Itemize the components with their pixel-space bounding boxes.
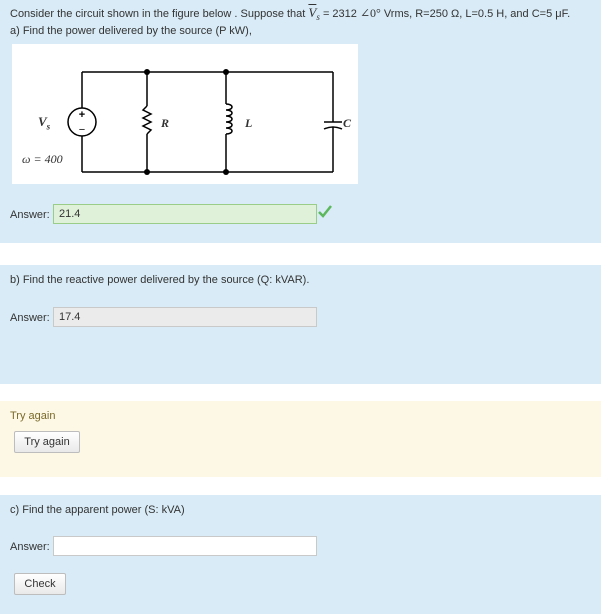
checkmark-icon xyxy=(318,204,332,221)
vs-value: = 2312 xyxy=(322,8,357,20)
feedback-panel xyxy=(0,401,601,477)
check-button[interactable]: Check xyxy=(14,573,66,595)
part-c-answer-field[interactable] xyxy=(53,536,317,556)
resistor-icon xyxy=(143,106,151,134)
part-b-prompt: b) Find the reactive power delivered by the source (Q: kVAR). xyxy=(10,274,310,286)
vs-angle: ∠0° xyxy=(359,6,381,20)
junction-dot xyxy=(223,69,229,75)
feedback-message: Try again xyxy=(10,410,56,422)
circuit-figure xyxy=(12,44,358,184)
circuit-diagram xyxy=(12,44,358,184)
part-b-answer-field[interactable]: 17.4 xyxy=(53,307,317,327)
junction-dot xyxy=(144,69,150,75)
svg-text:−: − xyxy=(78,124,86,136)
junction-dot xyxy=(144,169,150,175)
part-c-answer-label: Answer: xyxy=(10,541,50,553)
source-label: $V_s$ xyxy=(38,114,51,132)
vs-subscript: s xyxy=(316,12,320,23)
svg-text:+: + xyxy=(78,109,86,121)
part-a-answer-field[interactable]: 21.4 xyxy=(53,204,317,224)
resistor-label: R xyxy=(161,116,170,130)
vs-symbol: $\overline{V}$ xyxy=(308,5,317,20)
capacitor-label: C xyxy=(343,116,352,130)
part-b-answer-label: Answer: xyxy=(10,312,50,324)
question-intro xyxy=(10,5,570,22)
inductor-icon xyxy=(226,104,232,134)
omega-label: ω = 400 xyxy=(22,152,63,166)
intro-suffix: Vrms, R=250 Ω, L=0.5 H, and C=5 μF. xyxy=(383,8,571,20)
inductor-label: L xyxy=(245,116,253,130)
part-a-answer-label: Answer: xyxy=(10,209,50,221)
junction-dot xyxy=(223,169,229,175)
intro-prefix: Consider the circuit shown in the figure below . Suppose that xyxy=(10,8,306,20)
part-a-prompt: a) Find the power delivered by the source (P kW), xyxy=(10,25,252,37)
part-c-prompt: c) Find the apparent power (S: kVA) xyxy=(10,504,185,516)
try-again-button[interactable]: Try again xyxy=(14,431,80,453)
